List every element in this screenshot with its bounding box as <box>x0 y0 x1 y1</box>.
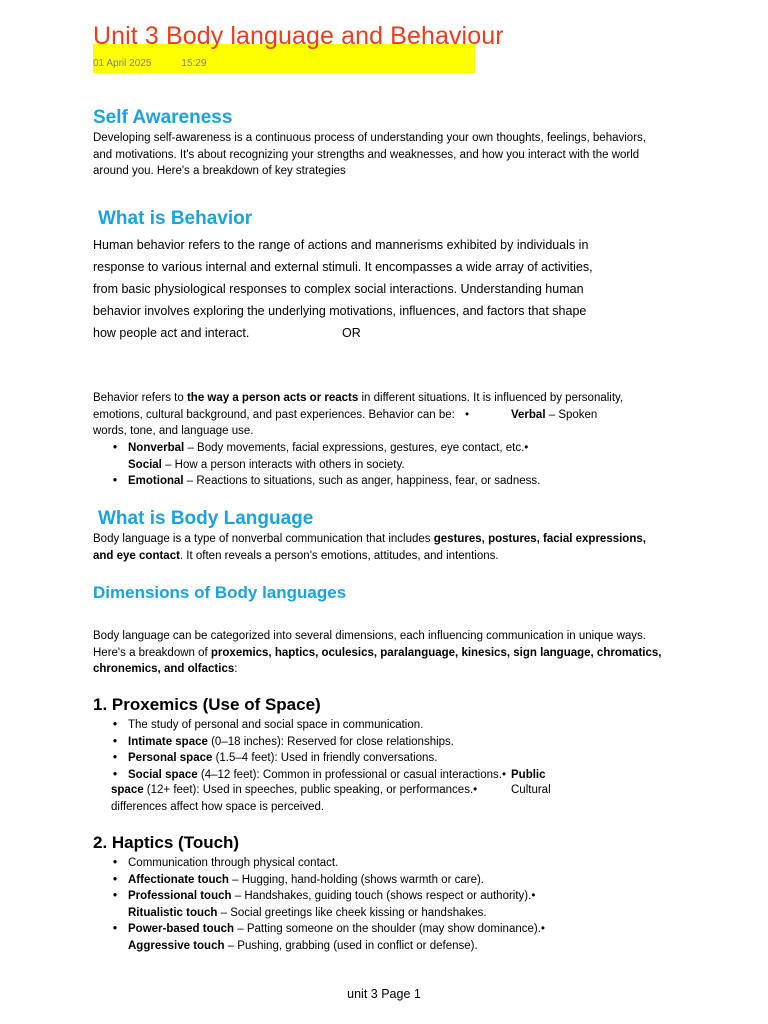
list-item: • Nonverbal – Body movements, facial expressions, gestures, eye contact, etc.• <box>128 440 540 457</box>
paragraph-line: Body language can be categorized into several dimensions, each influencing communication in unique ways. <box>93 630 646 642</box>
haptics-list <box>93 855 545 954</box>
paragraph-line: words, tone, and language use. <box>93 425 254 437</box>
behavior-list <box>93 440 540 490</box>
list-item: • Communication through physical contact. <box>128 855 545 872</box>
heading-self-awareness: Self Awareness <box>93 107 233 128</box>
page-date: 01 April 2025 <box>93 58 152 69</box>
heading-what-is-body-language: What is Body Language <box>98 508 314 529</box>
proxemics-list <box>93 717 608 783</box>
self-awareness-paragraph[interactable] <box>93 130 646 180</box>
page-datetime <box>93 58 206 69</box>
paragraph-line: Here's a breakdown of proxemics, haptics, oculesics, paralanguage, kinesics, sign language, chromatics, <box>93 646 662 659</box>
paragraph-line: how people act and interact. <box>93 326 250 340</box>
body-language-paragraph[interactable] <box>93 531 646 564</box>
heading-what-is-behavior: What is Behavior <box>98 208 253 229</box>
paragraph-line: emotions, cultural background, and past experiences. Behavior can be: • Verbal – Spoken <box>93 407 653 424</box>
paragraph-line: differences affect how space is perceived. <box>111 800 325 813</box>
list-item: • Affectionate touch – Hugging, hand-holding (shows warmth or care). <box>128 872 545 889</box>
list-item: • Social space (4–12 feet): Common in professional or casual interactions.• Public <box>128 767 608 784</box>
page-footer: unit 3 Page 1 <box>347 987 421 1001</box>
or-label: OR <box>342 326 361 340</box>
page-time: 15:29 <box>181 58 207 69</box>
paragraph-line: response to various internal and external stimuli. It encompasses a wide array of activities, <box>93 260 593 274</box>
list-item: • Professional touch – Handshakes, guiding touch (shows respect or authority).• <box>128 888 545 905</box>
paragraph-line: Behavior refers to the way a person acts or reacts in different situations. It is influenced by personality, <box>93 392 624 404</box>
paragraph-line: and motivations. It's about recognizing your strengths and weaknesses, and how you interact with the world <box>93 148 640 161</box>
list-item: • Power-based touch – Patting someone on the shoulder (may show dominance).• <box>128 921 545 938</box>
paragraph-line: from basic physiological responses to complex social interactions. Understanding human <box>93 282 584 296</box>
behavior-definition[interactable] <box>93 390 653 440</box>
heading-dimensions: Dimensions of Body languages <box>93 583 347 602</box>
list-item: • Personal space (1.5–4 feet): Used in friendly conversations. <box>128 750 608 767</box>
list-item: • Emotional – Reactions to situations, such as anger, happiness, fear, or sadness. <box>128 473 540 490</box>
dimensions-paragraph[interactable] <box>93 628 662 678</box>
proxemics-continuation <box>111 782 561 815</box>
list-item: • Intimate space (0–18 inches): Reserved for close relationships. <box>128 734 608 751</box>
paragraph-line: Body language is a type of nonverbal communication that includes gestures, postures, facial expressions, <box>93 533 646 545</box>
heading-haptics: 2. Haptics (Touch) <box>93 833 240 852</box>
paragraph-line: Developing self-awareness is a continuous process of understanding your own thoughts, feelings, behaviors, <box>93 132 646 144</box>
list-item-continuation: Ritualistic touch – Social greetings like cheek kissing or handshakes. <box>128 906 487 919</box>
paragraph-line: space (12+ feet): Used in speeches, public speaking, or performances.• Cultural <box>111 784 551 796</box>
list-item: • The study of personal and social space in communication. <box>128 717 608 734</box>
list-item-continuation: Social – How a person interacts with others in society. <box>128 458 405 471</box>
paragraph-line: behavior involves exploring the underlying motivations, influences, and factors that shape <box>93 304 587 318</box>
paragraph-line: chronemics, and olfactics: <box>93 663 238 675</box>
bullet-glyph: • <box>465 408 470 421</box>
heading-proxemics: 1. Proxemics (Use of Space) <box>93 695 321 714</box>
page-title[interactable]: Unit 3 Body language and Behaviour <box>93 22 504 50</box>
paragraph-line: around you. Here's a breakdown of key strategies <box>93 165 346 177</box>
paragraph-line: and eye contact. It often reveals a person's emotions, attitudes, and intentions. <box>93 549 499 562</box>
list-item-continuation: Aggressive touch – Pushing, grabbing (used in conflict or defense). <box>128 939 478 952</box>
paragraph-line: Human behavior refers to the range of actions and mannerisms exhibited by individuals in <box>93 238 589 252</box>
